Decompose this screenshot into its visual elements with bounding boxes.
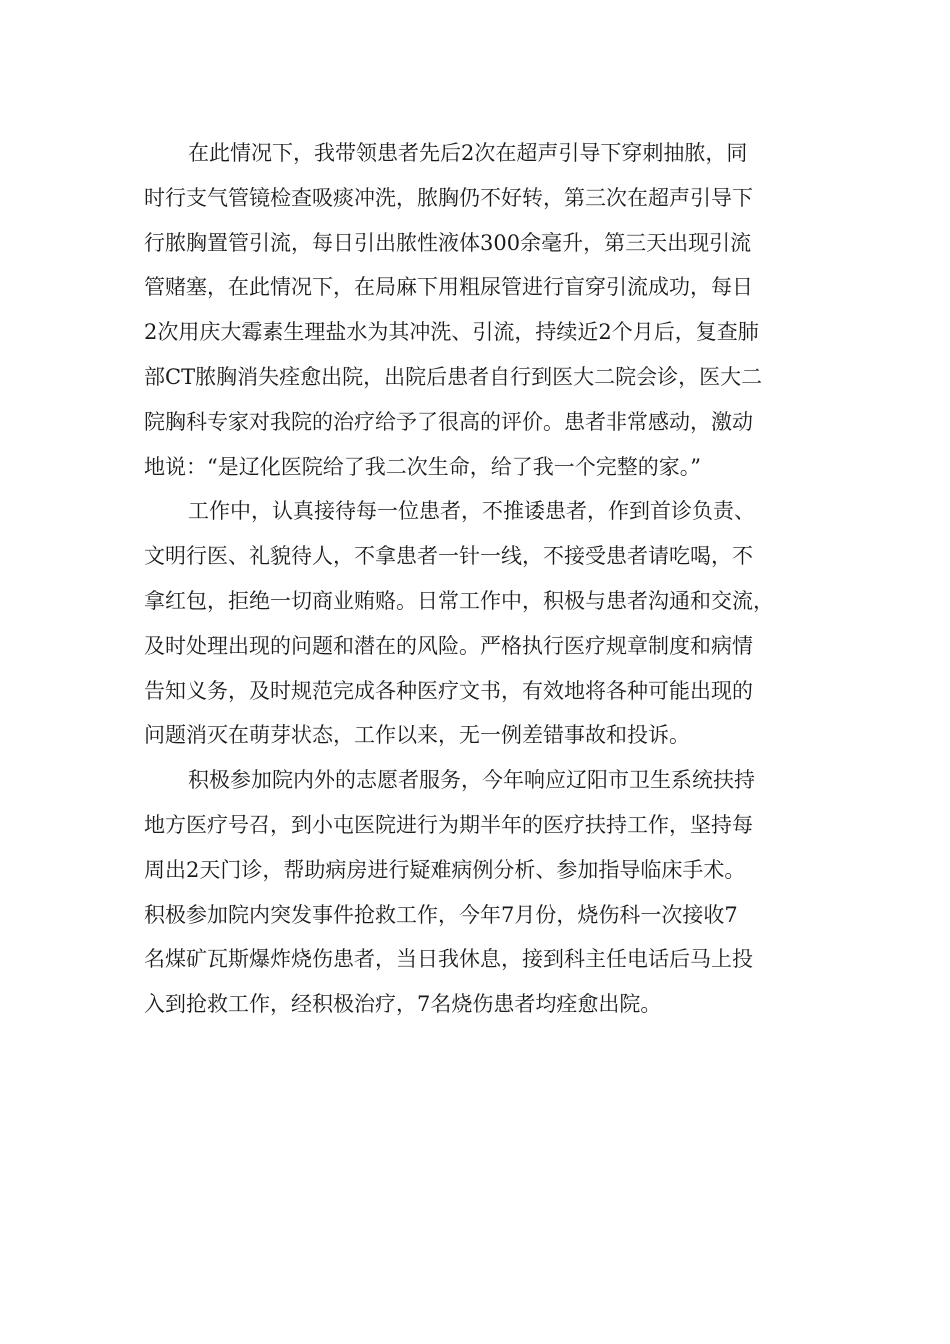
text-line: 周出2天门诊，帮助病房进行疑难病例分析、参加指导临床手术。	[144, 857, 746, 882]
text-line: 2次用庆大霉素生理盐水为其冲洗、引流，持续近2个月后，复查肺	[144, 320, 759, 345]
text-line: 及时处理出现的问题和潜在的风险。严格执行医疗规章制度和病情	[144, 633, 753, 658]
text-line: 问题消灭在萌芽状态，工作以来，无一例差错事故和投诉。	[144, 723, 690, 748]
text-line: 部CT脓胸消失痊愈出院，出院后患者自行到医大二院会诊，医大二	[144, 364, 763, 389]
text-line: 告知义务，及时规范完成各种医疗文书，有效地将各种可能出现的	[144, 678, 753, 703]
text-line: 地说：“是辽化医院给了我二次生命，给了我一个完整的家。”	[144, 454, 701, 479]
text-line: 工作中，认真接待每一位患者，不推诿患者，作到首诊负责、	[188, 499, 755, 524]
text-line: 时行支气管镜检查吸痰冲洗，脓胸仍不好转，第三次在超声引导下	[144, 185, 753, 210]
text-line: 积极参加院内外的志愿者服务，今年响应辽阳市卫生系统扶持	[188, 768, 755, 793]
text-line: 入到抢救工作，经积极治疗，7名烧伤患者均痊愈出院。	[144, 992, 662, 1017]
text-line: 在此情况下，我带领患者先后2次在超声引导下穿刺抽脓，同	[188, 141, 748, 165]
text-line: 拿红包，拒绝一切商业贿赂。日常工作中，积极与患者沟通和交流，	[144, 588, 774, 613]
text-line: 名煤矿瓦斯爆炸烧伤患者，当日我休息，接到科主任电话后马上投	[144, 947, 753, 972]
paragraph-1	[144, 131, 804, 489]
text-line: 行脓胸置管引流，每日引出脓性液体300余毫升，第三天出现引流	[144, 230, 752, 255]
text-line: 积极参加院内突发事件抢救工作，今年7月份，烧伤科一次接收7	[144, 902, 738, 927]
text-line: 地方医疗号召，到小屯医院进行为期半年的医疗扶持工作，坚持每	[144, 812, 753, 837]
paragraph-2	[144, 489, 804, 758]
text-line: 院胸科专家对我院的治疗给予了很高的评价。患者非常感动，激动	[144, 409, 753, 434]
text-line: 管赌塞，在此情况下，在局麻下用粗尿管进行盲穿引流成功，每日	[144, 275, 753, 300]
text-line: 文明行医、礼貌待人，不拿患者一针一线，不接受患者请吃喝，不	[144, 544, 753, 569]
document-body	[144, 131, 804, 1027]
paragraph-3	[144, 758, 804, 1027]
